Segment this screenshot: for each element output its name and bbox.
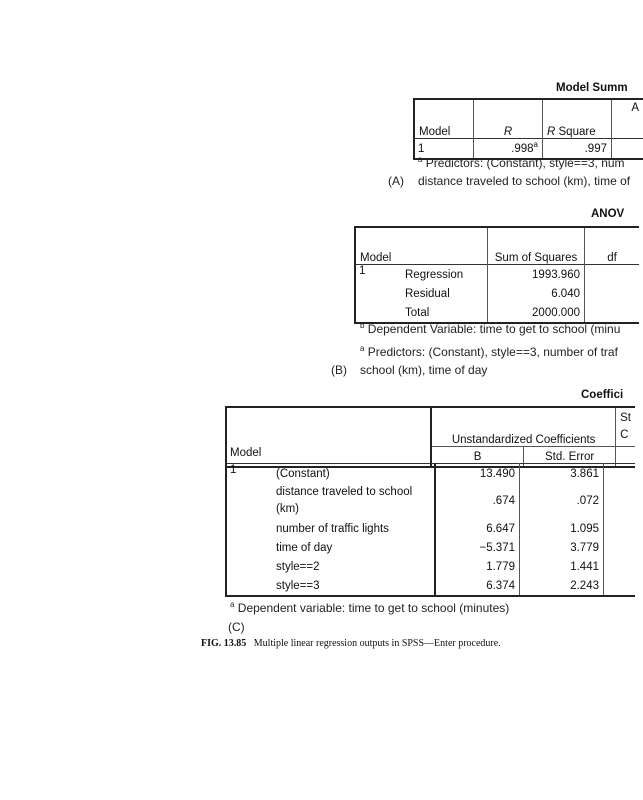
cell-row-label: style==2 [272,557,435,576]
coefficients-body [225,463,635,597]
panel-a-label: (A) [388,174,404,188]
table-row [226,576,635,596]
cell-model-number: 1 [230,464,237,476]
table-header-row [414,99,643,139]
cell-row-label: time of day [272,538,435,557]
table-row [226,464,635,484]
coefficients-table [225,406,635,468]
table-row [226,519,635,538]
table-header-row [226,407,635,447]
cell-b: 6.374 [435,576,520,596]
col-header-r: R [474,99,543,139]
cell-r-square: .997 [543,139,612,160]
table-row [226,557,635,576]
panel-b-label: (B) [331,363,347,377]
cell-model-number: 1 [355,265,401,285]
cell-std-error: 3.779 [520,538,604,557]
cell-std-error: 3.861 [520,464,604,484]
cell-std-error: 1.095 [520,519,604,538]
cell-std-error: .072 [520,483,604,519]
panel-b-footnote-a-1: $^a$ Predictors: (Constant), style==3, number of traf [360,344,618,359]
cell-sum-of-squares: 1993.960 [488,265,585,285]
cell-row-label: distance traveled to school (km) [272,483,435,519]
cell-b: 13.490 [435,464,520,484]
panel-b-footnote-a-2: school (km), time of day [360,363,488,377]
col-header-sum-of-squares: Sum of Squares [488,227,585,265]
model-summary-table [413,98,643,160]
cell-sum-of-squares: 2000.000 [488,303,585,323]
cell-b: 1.779 [435,557,520,576]
cell-row-label: Residual [401,284,488,303]
cell-b: .674 [435,483,520,519]
col-header-model: Model [414,99,474,139]
table-row [226,483,635,519]
cell-b: −5.371 [435,538,520,557]
cell-row-label: number of traffic lights [272,519,435,538]
table-row [355,265,639,285]
table-row [355,303,639,323]
cell-row-label: (Constant) [272,464,435,484]
figure-caption: FIG. 13.85 Multiple linear regression outputs in SPSS—Enter procedure. [201,638,501,649]
table-row [226,538,635,557]
col-header-unstandardized: Unstandardized Coefficients [431,407,616,447]
table-row [355,284,639,303]
panel-a-title: Model Summ [556,82,628,94]
panel-b-title: ANOV [591,208,625,220]
panel-c-title: Coeffici [581,389,624,401]
col-header-std-error: Std. Error [524,447,616,468]
cell-row-label: style==3 [272,576,435,596]
cell-model: 1 [414,139,474,160]
cell-b: 6.647 [435,519,520,538]
col-header-model: Model [355,227,488,265]
cell-std-error: 2.243 [520,576,604,596]
cell-r: .998$^a$ [474,139,543,160]
panel-c-footnote: $^a$ Dependent variable: time to get to school (minutes) [230,600,510,615]
table-header-row [355,227,639,265]
cell-row-label: Regression [401,265,488,285]
col-header-model: Model [230,447,262,459]
col-header-standardized-partial: St C [620,412,631,441]
col-header-r-square: R Square [543,99,612,139]
col-header-df: df [607,252,617,264]
col-header-partial: A [631,102,639,114]
anova-table [354,226,639,324]
panel-c-label: (C) [228,620,245,634]
cell-std-error: 1.441 [520,557,604,576]
col-header-b: B [431,447,524,468]
panel-a-footnote-1: $^a$ Predictors: (Constant), style==3, num [418,155,625,170]
cell-sum-of-squares: 6.040 [488,284,585,303]
panel-a-footnote-2: distance traveled to school (km), time of [418,174,631,188]
panel-b-footnote-b: $^b$ Dependent Variable: time to get to school (minu [360,321,621,336]
cell-row-label: Total [401,303,488,323]
